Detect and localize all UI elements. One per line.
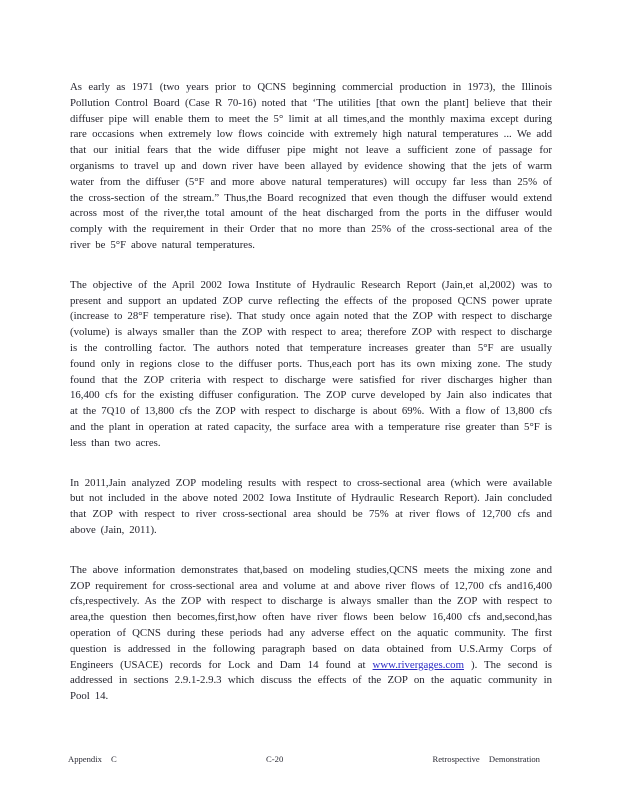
paragraph-2002-report: The objective of the April 2002 Iowa Institute of Hydraulic Research Report (Jain,et al,2002) was to present and support an updated ZOP curve reflecting the effects of the proposed QCNS power uprate (increase to 28°F temperature rise). That study once again noted that the ZOP with respect to discharge (volume) is always smaller than the ZOP with respect to area; therefore ZOP with respect to discharge is the controlling factor. The authors noted that temperature increases greater than 5°F are usually found only in regions close to the diffuser ports. Thus,each port has its own mixing zone. The study found that the ZOP criteria with respect to discharge were satisfied for river discharges higher than 16,400 cfs for the existing diffuser configuration. The ZOP curve developed by Jain also indicates that at the 7Q10 of 13,800 cfs the ZOP with respect to discharge is about 69%. With a flow of 13,800 cfs and the plant in operation at rated capacity, the surface area with a temperature rise greater than 5°F is less than two acres.	[70, 278, 552, 449]
paragraph-2011-jain: In 2011,Jain analyzed ZOP modeling results with respect to cross-sectional area (which were available but not included in the above noted 2002 Iowa Institute of Hydraulic Research Report). Jain concluded that ZOP with respect to river cross-sectional area should be 75% at river flows of 12,700 cfs and above (Jain, 2011).	[70, 476, 552, 536]
footer-appendix-label: Appendix C	[68, 754, 117, 764]
paragraph-conclusion-text-after-link: ). The second is addressed in sections 2.9.1-2.9.3 which discuss the effects of the ZOP on the aquatic community in Pool 14.	[70, 658, 552, 703]
paragraph-board-history: As early as 1971 (two years prior to QCNS beginning commercial production in 1973), the Illinois Pollution Control Board (Case R 70-16) noted that ‘The utilities [that own the plant] believe that their diffuser pipe will enable them to meet the 5° limit at all times,and the monthly maxima except during rare occasions when extremely low flows coincide with extremely high natural temperatures ... We add that our initial fears that the wide diffuser pipe might not leave a sufficient zone of passage for organisms to travel up and down river have been allayed by evidence showing that the jets of warm water from the diffuser (5°F and more above natural temperatures) will occupy far less than 25% of the cross-section of the stream.” Thus,the Board recognized that even though the diffuser would extend across most of the river,the total amount of the heat discharged from the ports in the diffuser would comply with the requirement in their Order that no more than 25% of the cross-sectional area of the river be 5°F above natural temperatures.	[70, 81, 552, 251]
paragraph-conclusion-text-before-link: The above information demonstrates that,based on modeling studies,QCNS meets the mixing zone and ZOP requirement for cross-sectional area and volume at and above river flows of 12,700 cfs and16,400 cfs,respectively. As the ZOP with respect to discharge is always smaller than the ZOP with respect to area,the question then becomes,first,how often have river flows been below 16,400 cfs and,second,has operation of QCNS during these periods had any adverse effect on the aquatic community. The first question is addressed in the following paragraph based on data obtained from U.S.Army Corps of Engineers (USACE) records for Lock and Dam 14 found at	[70, 563, 552, 671]
rivergages-link[interactable]: www.rivergages.com	[372, 658, 464, 671]
page-footer	[68, 754, 540, 764]
footer-document-title: Retrospective Demonstration	[432, 754, 540, 764]
document-body	[70, 80, 552, 705]
footer-page-number: C-20	[266, 754, 284, 764]
paragraph-conclusion	[70, 563, 552, 705]
